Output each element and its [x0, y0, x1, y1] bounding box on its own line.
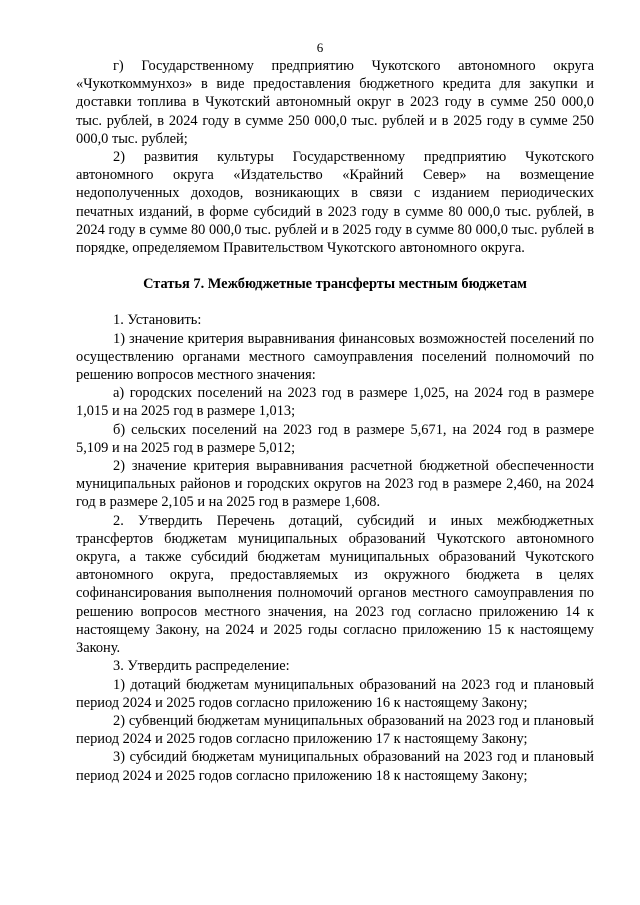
paragraph-grants: 1) дотаций бюджетам муниципальных образований на 2023 год и плановый период 2024 и 2025 годов согласно приложению 16 к настоящему Закону; [76, 676, 594, 711]
paragraph-criterion-districts: 2) значение критерия выравнивания расчетной бюджетной обеспеченности муниципальных районов и городских округов на 2023 год в размере 2,460, на 2024 год в размере 2,105 и на 2025 год в размере 1,608. [76, 458, 594, 511]
page-number: 6 [316, 40, 324, 55]
article-title: Статья 7. Межбюджетные трансферты местным бюджетам [143, 276, 527, 293]
paragraph-urban-settlements: а) городских поселений на 2023 год в размере 1,025, на 2024 год в размере 1,015 и на 2025 год в размере 1,013; [76, 385, 594, 420]
paragraph-establish: 1. Установить: [113, 312, 202, 329]
paragraph-transfer-list: 2. Утвердить Перечень дотаций, субсидий и иных межбюджетных трансфертов бюджетам муниципальных образований Чукотского автономного округа, а также субсидий бюджетам муниципальных образований Чукотского автономного округа, предоставляемых из окружного бюджета в целях софинансирования выполнения полномочий органов местного самоуправления по решению вопросов местного значения, на 2023 год согласно приложению 14 к настоящему Закону, на 2024 и 2025 годы согласно приложению 15 к настоящему Закону. [76, 512, 594, 657]
paragraph-subsidies: 3) субсидий бюджетам муниципальных образований на 2023 год и плановый период 2024 и 2025 годов согласно приложению 18 к настоящему Закону; [76, 749, 594, 784]
paragraph-subventions: 2) субвенций бюджетам муниципальных образований на 2023 год и плановый период 2024 и 2025 годов согласно приложению 17 к настоящему Закону; [76, 712, 594, 748]
paragraph-fuel-credit: г) Государственному предприятию Чукотского автономного округа «Чукоткоммунхоз» в виде предоставления бюджетного кредита для закупки и доставки топлива в Чукотский автономный округ в 2023 году в сумме 250 000,0 тыс. рублей, в 2024 году в сумме 250 000,0 тыс. рублей и в 2025 году в сумме 250 000,0 тыс. рублей; [76, 58, 594, 147]
paragraph-approve-distribution: 3. Утвердить распределение: [113, 658, 290, 675]
paragraph-criterion-settlements: 1) значение критерия выравнивания финансовых возможностей поселений по осуществлению органами местного самоуправления поселений полномочий по решению вопросов местного значения: [76, 330, 594, 384]
document-body [76, 57, 594, 785]
paragraph-rural-settlements: б) сельских поселений на 2023 год в размере 5,671, на 2024 год в размере 5,109 и на 2025 год в размере 5,012; [76, 421, 594, 456]
paragraph-culture-subsidy: 2) развития культуры Государственному предприятию Чукотского автономного округа «Издательство «Крайний Север» на возмещение недополученных доходов, возникающих в связи с изданием периодических печатных изданий, в форме субсидий в 2023 году в сумме 80 000,0 тыс. рублей, в 2024 году в сумме 80 000,0 тыс. рублей и в 2025 году в сумме 80 000,0 тыс. рублей в порядке, определяемом Правительством Чукотского автономного округа. [76, 149, 594, 257]
